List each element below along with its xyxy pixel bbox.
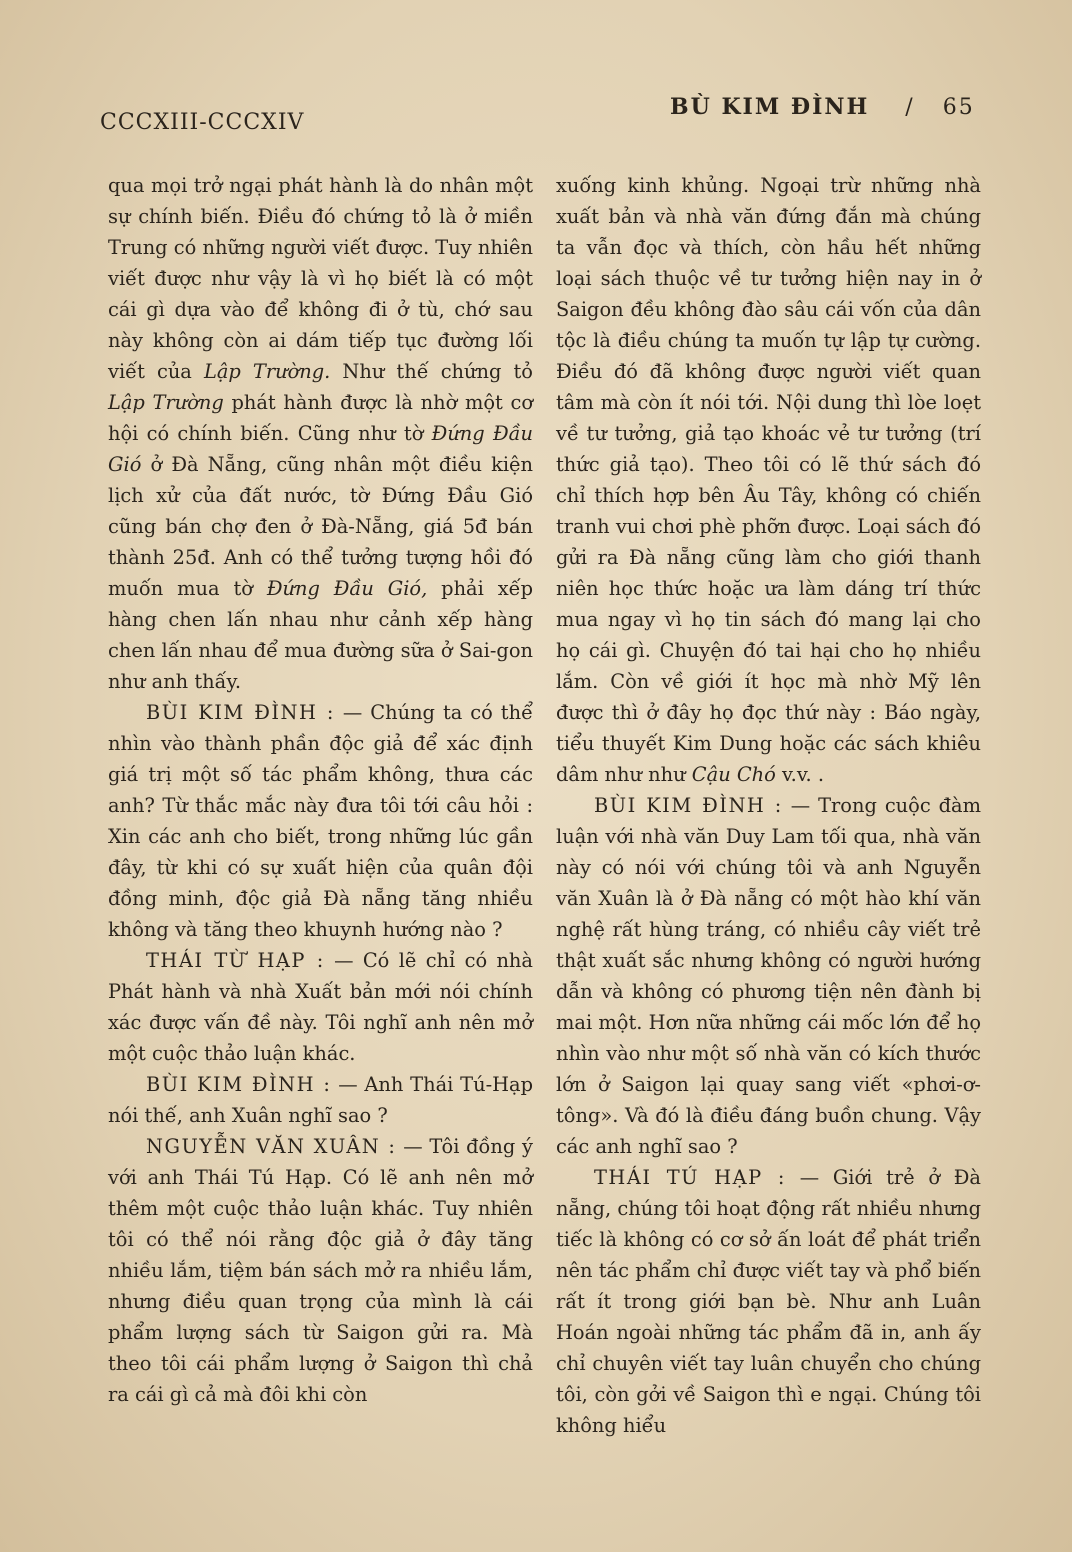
speaker-name: BÙI KIM ĐÌNH : [146, 701, 335, 724]
speaker-name: THÁI TỪ HẠP : [146, 949, 325, 972]
paragraph-continued: qua mọi trở ngại phát hành là do nhân một sự chính biến. Điều đó chứng tỏ là ở miền Trung có những người viết được. Tuy nhiên viết được như vậy là vì họ biết là có một cái gì dựa vào để không đi ở tù, chớ sau này không còn ai dám tiếp tục đường lối viết của Lập Trường. Như thế chứng tỏ Lập Trường phát hành được là nhờ một cơ hội có chính biến. Cũng như tờ Đứng Đầu Gió ở Đà Nẵng, cũng nhân một điều kiện lịch xử của đất nước, tờ Đứng Đầu Gió cũng bán chợ đen ở Đà-Nẵng, giá 5đ bán thành 25đ. Anh có thể tưởng tượng hồi đó muốn mua tờ Đứng Đầu Gió, phải xếp hàng chen lấn nhau như cảnh xếp hàng chen lấn nhau để mua đường sữa ở Sai-gon như anh thấy. [108, 174, 534, 693]
speaker-name: NGUYỄN VĂN XUÂN : [146, 1135, 397, 1158]
issue-number: CCCXIII-CCCXIV [100, 110, 305, 135]
dialogue-paragraph: BÙI KIM ĐÌNH : — Trong cuộc đàm luận với nhà văn Duy Lam tối qua, nhà văn này có nói với chúng tôi và anh Nguyễn văn Xuân là ở Đà nẵng có một hào khí văn nghệ rất hùng tráng, có nhiều cây viết trẻ thật xuất sắc nhưng không có người hướng dẫn và không có phương tiện nên đành bị mai một. Hơn nữa những cái mốc lớn để họ nhìn vào như một số nhà văn có kích thước lớn ở Saigon lại quay sang viết «phơi-ơ-tông». Và đó là điều đáng buồn chung. Vậy các anh nghĩ sao ? [556, 794, 982, 1158]
left-column [108, 170, 533, 1410]
speaker-name: THÁI TÚ HẠP : [594, 1166, 786, 1189]
speaker-name: BÙI KIM ĐÌNH : [594, 794, 783, 817]
page-number: 65 [942, 95, 975, 120]
dialogue-paragraph: BÙI KIM ĐÌNH : — Chúng ta có thể nhìn vào thành phần độc giả để xác định giá trị một số tác phẩm không, thưa các anh? Từ thắc mắc này đưa tôi tới câu hỏi : Xin các anh cho biết, trong những lúc gần đây, từ khi có sự xuất hiện của quân đội đồng minh, độc giả Đà nẵng tăng nhiều không và tăng theo khuynh hướng nào ? [108, 701, 533, 941]
speaker-name: BÙI KIM ĐÌNH : [146, 1073, 332, 1096]
dialogue-paragraph: THÁI TÚ HẠP : — Giới trẻ ở Đà nẵng, chúng tôi hoạt động rất nhiều nhưng tiếc là không có cơ sở ấn loát để phát triển nên tác phẩm chỉ được viết tay và phổ biến rất ít trong giới bạn bè. Như anh Luân Hoán ngoài những tác phẩm đã in, anh ấy chỉ chuyên viết tay luân chuyển cho chúng tôi, còn gởi về Saigon thì e ngại. Chúng tôi không hiểu [556, 1166, 981, 1437]
running-header [670, 94, 975, 120]
dialogue-paragraph: BÙI KIM ĐÌNH : — Anh Thái Tú-Hạp nói thế, anh Xuân nghĩ sao ? [108, 1073, 533, 1127]
paragraph-continued: xuống kinh khủng. Ngoại trừ những nhà xuất bản và nhà văn đứng đắn mà chúng ta vẫn đọc và thích, còn hầu hết những loại sách thuộc về tư tưởng hiện nay in ở Saigon đều không đào sâu cái vốn của dân tộc là điều chúng ta muốn tự lập tự cường. Điều đó đã không được người viết quan tâm mà còn ít nói tới. Nội dung thì lòe loẹt về tư tưởng, giả tạo khoác vẻ tư tưởng (trí thức giả tạo). Theo tôi có lẽ thứ sách đó chỉ thích hợp bên Âu Tây, không có chiến tranh vui chơi phè phỡn được. Loại sách đó gửi ra Đà nẵng cũng làm cho giới thanh niên học thức hoặc ưa làm dáng trí thức mua ngay vì họ tin sách đó mang lại cho họ cái gì. Chuyện đó tai hại cho họ nhiều lắm. Còn về giới ít học mà nhờ Mỹ lên được thì ở đây họ đọc thứ này : Báo ngày, tiểu thuyết Kim Dung hoặc các sách khiêu dâm như như Cậu Chó v.v. . [556, 174, 981, 786]
running-header-title: BÙ KIM ĐÌNH [670, 94, 870, 120]
right-column [556, 170, 981, 1441]
header-separator: / [905, 95, 915, 120]
dialogue-paragraph: NGUYỄN VĂN XUÂN : — Tôi đồng ý với anh Thái Tú Hạp. Có lẽ anh nên mở thêm một cuộc thảo luận khác. Tuy nhiên tôi có thể nói rằng độc giả ở đây tăng nhiều lắm, tiệm bán sách mở ra nhiều lắm, nhưng điều quan trọng của mình là cái phẩm lượng sách từ Saigon gửi ra. Mà theo tôi cái phẩm lượng ở Saigon thì chả ra cái gì cả mà đôi khi còn [108, 1135, 533, 1406]
dialogue-paragraph: THÁI TỪ HẠP : — Có lẽ chỉ có nhà Phát hành và nhà Xuất bản mới nói chính xác được vấn đề này. Tôi nghĩ anh nên mở một cuộc thảo luận khác. [108, 949, 533, 1065]
